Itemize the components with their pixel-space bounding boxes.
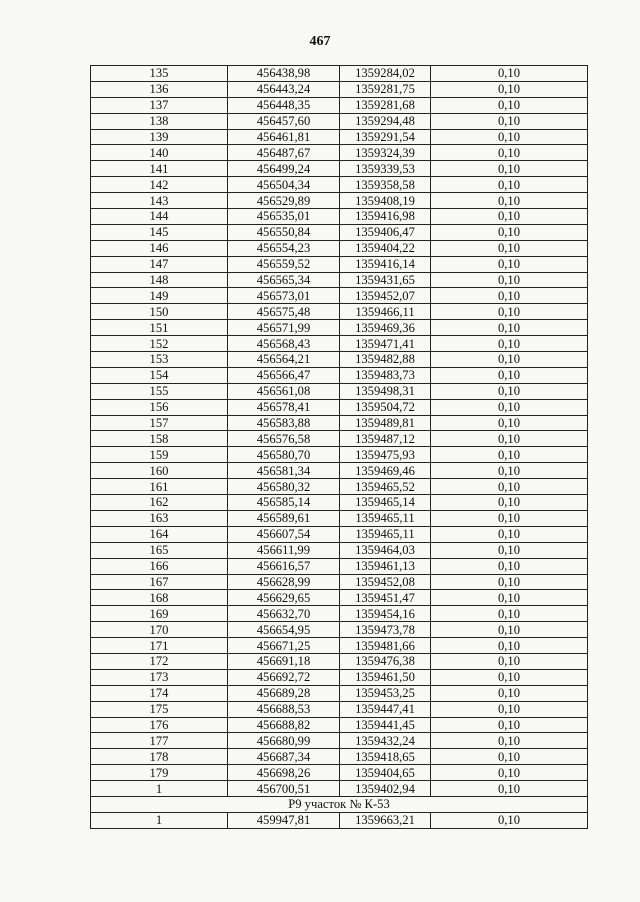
x-coordinate-cell: 456687,34 xyxy=(228,749,340,765)
point-number-cell: 135 xyxy=(91,66,228,82)
point-number-cell: 168 xyxy=(91,590,228,606)
accuracy-cell: 0,10 xyxy=(431,336,588,352)
point-number-cell: 139 xyxy=(91,129,228,145)
y-coordinate-cell: 1359453,25 xyxy=(340,685,431,701)
table-row xyxy=(91,717,588,733)
y-coordinate-cell: 1359402,94 xyxy=(340,781,431,797)
y-coordinate-cell: 1359447,41 xyxy=(340,701,431,717)
point-number-cell: 146 xyxy=(91,240,228,256)
accuracy-cell: 0,10 xyxy=(431,590,588,606)
table-row xyxy=(91,66,588,82)
y-coordinate-cell: 1359416,14 xyxy=(340,256,431,272)
point-number-cell: 145 xyxy=(91,224,228,240)
accuracy-cell: 0,10 xyxy=(431,320,588,336)
point-number-cell: 176 xyxy=(91,717,228,733)
point-number-cell: 150 xyxy=(91,304,228,320)
accuracy-cell: 0,10 xyxy=(431,240,588,256)
point-number-cell: 1 xyxy=(91,812,228,828)
x-coordinate-cell: 456438,98 xyxy=(228,66,340,82)
point-number-cell: 152 xyxy=(91,336,228,352)
y-coordinate-cell: 1359281,68 xyxy=(340,97,431,113)
accuracy-cell: 0,10 xyxy=(431,606,588,622)
point-number-cell: 167 xyxy=(91,574,228,590)
table-row xyxy=(91,415,588,431)
x-coordinate-cell: 456654,95 xyxy=(228,622,340,638)
accuracy-cell: 0,10 xyxy=(431,447,588,463)
y-coordinate-cell: 1359408,19 xyxy=(340,193,431,209)
y-coordinate-cell: 1359487,12 xyxy=(340,431,431,447)
point-number-cell: 136 xyxy=(91,81,228,97)
y-coordinate-cell: 1359498,31 xyxy=(340,383,431,399)
x-coordinate-cell: 459947,81 xyxy=(228,812,340,828)
table-row xyxy=(91,367,588,383)
point-number-cell: 143 xyxy=(91,193,228,209)
x-coordinate-cell: 456573,01 xyxy=(228,288,340,304)
x-coordinate-cell: 456583,88 xyxy=(228,415,340,431)
y-coordinate-cell: 1359358,58 xyxy=(340,177,431,193)
point-number-cell: 162 xyxy=(91,495,228,511)
point-number-cell: 165 xyxy=(91,542,228,558)
x-coordinate-cell: 456616,57 xyxy=(228,558,340,574)
table-row xyxy=(91,733,588,749)
y-coordinate-cell: 1359464,03 xyxy=(340,542,431,558)
x-coordinate-cell: 456487,67 xyxy=(228,145,340,161)
x-coordinate-cell: 456700,51 xyxy=(228,781,340,797)
x-coordinate-cell: 456550,84 xyxy=(228,224,340,240)
table-row xyxy=(91,495,588,511)
y-coordinate-cell: 1359431,65 xyxy=(340,272,431,288)
table-row xyxy=(91,781,588,797)
y-coordinate-cell: 1359473,78 xyxy=(340,622,431,638)
x-coordinate-cell: 456698,26 xyxy=(228,765,340,781)
y-coordinate-cell: 1359471,41 xyxy=(340,336,431,352)
accuracy-cell: 0,10 xyxy=(431,542,588,558)
table-row xyxy=(91,606,588,622)
table-row xyxy=(91,320,588,336)
accuracy-cell: 0,10 xyxy=(431,526,588,542)
point-number-cell: 156 xyxy=(91,399,228,415)
accuracy-cell: 0,10 xyxy=(431,399,588,415)
y-coordinate-cell: 1359418,65 xyxy=(340,749,431,765)
x-coordinate-cell: 456580,70 xyxy=(228,447,340,463)
point-number-cell: 1 xyxy=(91,781,228,797)
accuracy-cell: 0,10 xyxy=(431,415,588,431)
x-coordinate-cell: 456448,35 xyxy=(228,97,340,113)
point-number-cell: 155 xyxy=(91,383,228,399)
x-coordinate-cell: 456499,24 xyxy=(228,161,340,177)
accuracy-cell: 0,10 xyxy=(431,256,588,272)
x-coordinate-cell: 456529,89 xyxy=(228,193,340,209)
accuracy-cell: 0,10 xyxy=(431,781,588,797)
x-coordinate-cell: 456632,70 xyxy=(228,606,340,622)
x-coordinate-cell: 456561,08 xyxy=(228,383,340,399)
table-row xyxy=(91,240,588,256)
point-number-cell: 175 xyxy=(91,701,228,717)
accuracy-cell: 0,10 xyxy=(431,574,588,590)
accuracy-cell: 0,10 xyxy=(431,463,588,479)
table-row xyxy=(91,177,588,193)
accuracy-cell: 0,10 xyxy=(431,479,588,495)
table-row xyxy=(91,622,588,638)
table-row xyxy=(91,510,588,526)
y-coordinate-cell: 1359504,72 xyxy=(340,399,431,415)
point-number-cell: 137 xyxy=(91,97,228,113)
point-number-cell: 171 xyxy=(91,638,228,654)
table-row xyxy=(91,638,588,654)
y-coordinate-cell: 1359476,38 xyxy=(340,653,431,669)
x-coordinate-cell: 456564,21 xyxy=(228,352,340,368)
accuracy-cell: 0,10 xyxy=(431,765,588,781)
table-row xyxy=(91,447,588,463)
table-row xyxy=(91,209,588,225)
accuracy-cell: 0,10 xyxy=(431,495,588,511)
accuracy-cell: 0,10 xyxy=(431,145,588,161)
y-coordinate-cell: 1359461,50 xyxy=(340,669,431,685)
y-coordinate-cell: 1359404,65 xyxy=(340,765,431,781)
x-coordinate-cell: 456565,34 xyxy=(228,272,340,288)
y-coordinate-cell: 1359482,88 xyxy=(340,352,431,368)
table-row xyxy=(91,701,588,717)
accuracy-cell: 0,10 xyxy=(431,701,588,717)
table-row xyxy=(91,304,588,320)
y-coordinate-cell: 1359291,54 xyxy=(340,129,431,145)
table-row xyxy=(91,685,588,701)
point-number-cell: 160 xyxy=(91,463,228,479)
accuracy-cell: 0,10 xyxy=(431,622,588,638)
point-number-cell: 142 xyxy=(91,177,228,193)
table-row xyxy=(91,590,588,606)
y-coordinate-cell: 1359284,02 xyxy=(340,66,431,82)
x-coordinate-cell: 456607,54 xyxy=(228,526,340,542)
table-row xyxy=(91,542,588,558)
point-number-cell: 177 xyxy=(91,733,228,749)
point-number-cell: 164 xyxy=(91,526,228,542)
accuracy-cell: 0,10 xyxy=(431,209,588,225)
point-number-cell: 141 xyxy=(91,161,228,177)
table-row xyxy=(91,383,588,399)
table-row xyxy=(91,288,588,304)
x-coordinate-cell: 456611,99 xyxy=(228,542,340,558)
x-coordinate-cell: 456568,43 xyxy=(228,336,340,352)
y-coordinate-cell: 1359469,36 xyxy=(340,320,431,336)
x-coordinate-cell: 456443,24 xyxy=(228,81,340,97)
point-number-cell: 147 xyxy=(91,256,228,272)
point-number-cell: 170 xyxy=(91,622,228,638)
point-number-cell: 157 xyxy=(91,415,228,431)
y-coordinate-cell: 1359489,81 xyxy=(340,415,431,431)
y-coordinate-cell: 1359465,11 xyxy=(340,510,431,526)
x-coordinate-cell: 456688,82 xyxy=(228,717,340,733)
x-coordinate-cell: 456692,72 xyxy=(228,669,340,685)
table-row xyxy=(91,669,588,685)
table-row xyxy=(91,272,588,288)
x-coordinate-cell: 456575,48 xyxy=(228,304,340,320)
point-number-cell: 138 xyxy=(91,113,228,129)
accuracy-cell: 0,10 xyxy=(431,638,588,654)
point-number-cell: 172 xyxy=(91,653,228,669)
accuracy-cell: 0,10 xyxy=(431,224,588,240)
point-number-cell: 159 xyxy=(91,447,228,463)
y-coordinate-cell: 1359483,73 xyxy=(340,367,431,383)
accuracy-cell: 0,10 xyxy=(431,383,588,399)
accuracy-cell: 0,10 xyxy=(431,304,588,320)
x-coordinate-cell: 456559,52 xyxy=(228,256,340,272)
accuracy-cell: 0,10 xyxy=(431,685,588,701)
x-coordinate-cell: 456581,34 xyxy=(228,463,340,479)
y-coordinate-cell: 1359324,39 xyxy=(340,145,431,161)
table-row xyxy=(91,145,588,161)
point-number-cell: 163 xyxy=(91,510,228,526)
x-coordinate-cell: 456535,01 xyxy=(228,209,340,225)
section-heading: Р9 участок № К-53 xyxy=(91,796,588,812)
accuracy-cell: 0,10 xyxy=(431,812,588,828)
table-row xyxy=(91,558,588,574)
y-coordinate-cell: 1359663,21 xyxy=(340,812,431,828)
point-number-cell: 169 xyxy=(91,606,228,622)
table-row xyxy=(91,256,588,272)
point-number-cell: 144 xyxy=(91,209,228,225)
y-coordinate-cell: 1359465,52 xyxy=(340,479,431,495)
x-coordinate-cell: 456580,32 xyxy=(228,479,340,495)
point-number-cell: 148 xyxy=(91,272,228,288)
x-coordinate-cell: 456680,99 xyxy=(228,733,340,749)
coordinates-table xyxy=(90,65,588,829)
table-row xyxy=(91,113,588,129)
table-row xyxy=(91,352,588,368)
accuracy-cell: 0,10 xyxy=(431,717,588,733)
x-coordinate-cell: 456504,34 xyxy=(228,177,340,193)
table-row xyxy=(91,765,588,781)
accuracy-cell: 0,10 xyxy=(431,352,588,368)
table-row xyxy=(91,431,588,447)
point-number-cell: 174 xyxy=(91,685,228,701)
x-coordinate-cell: 456461,81 xyxy=(228,129,340,145)
table-row xyxy=(91,479,588,495)
table-row xyxy=(91,97,588,113)
accuracy-cell: 0,10 xyxy=(431,113,588,129)
accuracy-cell: 0,10 xyxy=(431,749,588,765)
y-coordinate-cell: 1359465,11 xyxy=(340,526,431,542)
x-coordinate-cell: 456571,99 xyxy=(228,320,340,336)
y-coordinate-cell: 1359475,93 xyxy=(340,447,431,463)
point-number-cell: 178 xyxy=(91,749,228,765)
x-coordinate-cell: 456628,99 xyxy=(228,574,340,590)
x-coordinate-cell: 456671,25 xyxy=(228,638,340,654)
accuracy-cell: 0,10 xyxy=(431,66,588,82)
y-coordinate-cell: 1359452,08 xyxy=(340,574,431,590)
x-coordinate-cell: 456457,60 xyxy=(228,113,340,129)
x-coordinate-cell: 456578,41 xyxy=(228,399,340,415)
x-coordinate-cell: 456554,23 xyxy=(228,240,340,256)
point-number-cell: 153 xyxy=(91,352,228,368)
accuracy-cell: 0,10 xyxy=(431,510,588,526)
x-coordinate-cell: 456585,14 xyxy=(228,495,340,511)
table-row xyxy=(91,812,588,828)
point-number-cell: 149 xyxy=(91,288,228,304)
y-coordinate-cell: 1359466,11 xyxy=(340,304,431,320)
point-number-cell: 166 xyxy=(91,558,228,574)
accuracy-cell: 0,10 xyxy=(431,97,588,113)
y-coordinate-cell: 1359281,75 xyxy=(340,81,431,97)
table-row xyxy=(91,336,588,352)
accuracy-cell: 0,10 xyxy=(431,669,588,685)
y-coordinate-cell: 1359406,47 xyxy=(340,224,431,240)
accuracy-cell: 0,10 xyxy=(431,272,588,288)
accuracy-cell: 0,10 xyxy=(431,558,588,574)
accuracy-cell: 0,10 xyxy=(431,177,588,193)
accuracy-cell: 0,10 xyxy=(431,81,588,97)
y-coordinate-cell: 1359465,14 xyxy=(340,495,431,511)
x-coordinate-cell: 456629,65 xyxy=(228,590,340,606)
section-heading-row xyxy=(91,796,588,812)
x-coordinate-cell: 456691,18 xyxy=(228,653,340,669)
point-number-cell: 161 xyxy=(91,479,228,495)
y-coordinate-cell: 1359481,66 xyxy=(340,638,431,654)
y-coordinate-cell: 1359452,07 xyxy=(340,288,431,304)
point-number-cell: 140 xyxy=(91,145,228,161)
accuracy-cell: 0,10 xyxy=(431,431,588,447)
table-row xyxy=(91,161,588,177)
y-coordinate-cell: 1359432,24 xyxy=(340,733,431,749)
table-row xyxy=(91,129,588,145)
y-coordinate-cell: 1359339,53 xyxy=(340,161,431,177)
y-coordinate-cell: 1359404,22 xyxy=(340,240,431,256)
point-number-cell: 179 xyxy=(91,765,228,781)
x-coordinate-cell: 456688,53 xyxy=(228,701,340,717)
accuracy-cell: 0,10 xyxy=(431,129,588,145)
x-coordinate-cell: 456689,28 xyxy=(228,685,340,701)
point-number-cell: 173 xyxy=(91,669,228,685)
point-number-cell: 158 xyxy=(91,431,228,447)
table-row xyxy=(91,224,588,240)
y-coordinate-cell: 1359451,47 xyxy=(340,590,431,606)
y-coordinate-cell: 1359469,46 xyxy=(340,463,431,479)
accuracy-cell: 0,10 xyxy=(431,367,588,383)
accuracy-cell: 0,10 xyxy=(431,733,588,749)
y-coordinate-cell: 1359294,48 xyxy=(340,113,431,129)
x-coordinate-cell: 456566,47 xyxy=(228,367,340,383)
table-row xyxy=(91,653,588,669)
y-coordinate-cell: 1359461,13 xyxy=(340,558,431,574)
y-coordinate-cell: 1359454,16 xyxy=(340,606,431,622)
table-row xyxy=(91,193,588,209)
page-number: 467 xyxy=(309,34,331,49)
table-row xyxy=(91,749,588,765)
point-number-cell: 151 xyxy=(91,320,228,336)
x-coordinate-cell: 456589,61 xyxy=(228,510,340,526)
y-coordinate-cell: 1359416,98 xyxy=(340,209,431,225)
table-row xyxy=(91,399,588,415)
y-coordinate-cell: 1359441,45 xyxy=(340,717,431,733)
accuracy-cell: 0,10 xyxy=(431,193,588,209)
x-coordinate-cell: 456576,58 xyxy=(228,431,340,447)
table-row xyxy=(91,81,588,97)
accuracy-cell: 0,10 xyxy=(431,288,588,304)
table-row xyxy=(91,526,588,542)
point-number-cell: 154 xyxy=(91,367,228,383)
table-row xyxy=(91,574,588,590)
accuracy-cell: 0,10 xyxy=(431,653,588,669)
accuracy-cell: 0,10 xyxy=(431,161,588,177)
table-row xyxy=(91,463,588,479)
